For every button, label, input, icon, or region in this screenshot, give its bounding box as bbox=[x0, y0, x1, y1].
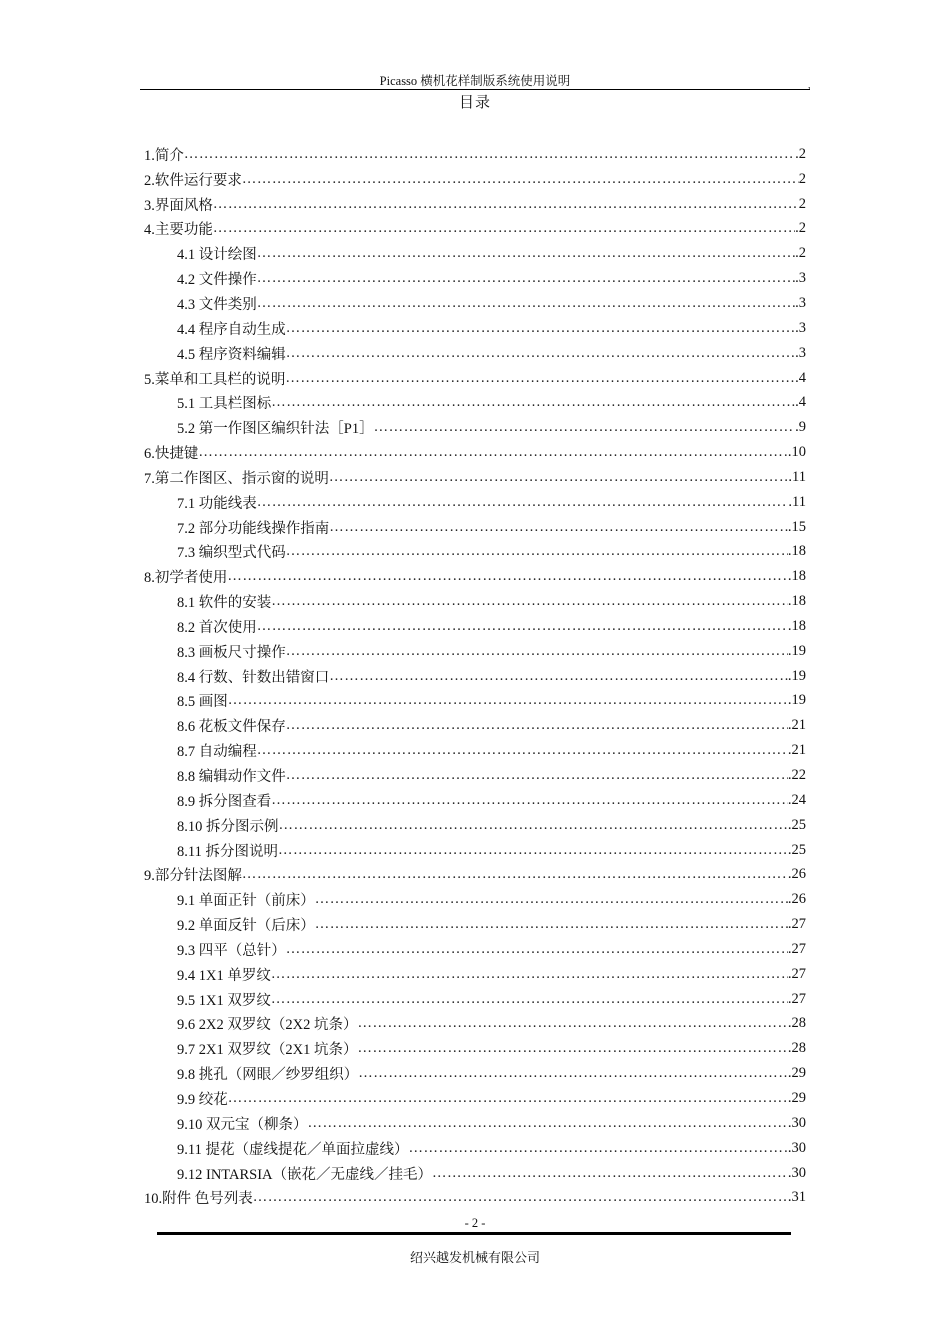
toc-entry-title: 1.简介 bbox=[144, 147, 184, 164]
toc-entry[interactable] bbox=[144, 887, 806, 912]
toc-entry[interactable] bbox=[144, 217, 806, 242]
toc-entry-title: 8.2 首次使用 bbox=[177, 619, 257, 636]
toc-entry-title: 9.3 四平（总针） bbox=[177, 942, 286, 959]
toc-entry-page: .28 bbox=[787, 1015, 806, 1032]
toc-dot-leader bbox=[271, 593, 788, 610]
page-header-title: Picasso 横机花样制版系统使用说明 bbox=[379, 74, 571, 88]
toc-entry-title: 8.7 自动编程 bbox=[177, 744, 257, 761]
toc-entry-title: 8.3 画板尺寸操作 bbox=[177, 644, 286, 661]
toc-dot-leader bbox=[374, 419, 796, 436]
toc-entry[interactable] bbox=[144, 564, 806, 589]
toc-dot-leader bbox=[279, 817, 788, 834]
toc-entry-page: .11 bbox=[788, 493, 806, 510]
toc-dot-leader bbox=[271, 792, 788, 809]
toc-dot-leader bbox=[308, 1115, 788, 1132]
toc-entry-page: .10 bbox=[787, 444, 806, 461]
toc-dot-leader bbox=[213, 220, 795, 237]
toc-entry[interactable] bbox=[144, 1185, 806, 1210]
toc-entry-title: 9.12 INTARSIA（嵌花／无虚线／挂毛） bbox=[177, 1166, 433, 1183]
toc-entry[interactable] bbox=[144, 1161, 806, 1186]
toc-entry-page: .19 bbox=[787, 667, 806, 684]
toc-entry[interactable] bbox=[144, 937, 806, 962]
toc-entry[interactable] bbox=[144, 366, 806, 391]
toc-entry-page: .18 bbox=[787, 568, 806, 585]
toc-entry-title: 9.7 2X1 双罗纹（2X1 坑条） bbox=[177, 1042, 358, 1059]
toc-entry[interactable] bbox=[144, 614, 806, 639]
toc-entry[interactable] bbox=[144, 1136, 806, 1161]
toc-entry-page: .29 bbox=[787, 1089, 806, 1106]
toc-entry[interactable] bbox=[144, 167, 806, 192]
toc-entry-title: 5.2 第一作图区编织针法［P1］ bbox=[177, 421, 374, 438]
toc-entry-page: .27 bbox=[787, 916, 806, 933]
toc-dot-leader bbox=[286, 345, 795, 362]
toc-entry-title: 9.2 单面反针（后床） bbox=[177, 918, 315, 935]
toc-entry-page: .2 bbox=[795, 245, 806, 262]
toc-dot-leader bbox=[228, 1090, 788, 1107]
toc-dot-leader bbox=[257, 742, 788, 759]
toc-entry-page: .26 bbox=[787, 891, 806, 908]
toc-entry-page: .19 bbox=[787, 642, 806, 659]
toc-entry-page: 2 bbox=[798, 195, 806, 212]
toc-dot-leader bbox=[271, 394, 795, 411]
toc-dot-leader bbox=[242, 866, 788, 883]
toc-entry-page: .11 bbox=[788, 468, 806, 485]
toc-entry-page: .3 bbox=[795, 270, 806, 287]
toc-dot-leader bbox=[286, 717, 788, 734]
toc-dot-leader bbox=[286, 767, 788, 784]
toc-entry-page: .4 bbox=[795, 369, 806, 386]
toc-entry-page: .21 bbox=[787, 742, 806, 759]
toc-entry-title: 8.1 软件的安装 bbox=[177, 595, 272, 612]
toc-entry[interactable] bbox=[144, 440, 806, 465]
toc-dot-leader bbox=[286, 643, 788, 660]
toc-entry-title: 8.5 画图 bbox=[177, 694, 228, 711]
toc-dot-leader bbox=[257, 295, 795, 312]
toc-entry[interactable] bbox=[144, 862, 806, 887]
toc-entry-title: 5.菜单和工具栏的说明 bbox=[144, 371, 286, 388]
toc-entry-title: 4.1 设计绘图 bbox=[177, 247, 257, 264]
toc-entry-page: .18 bbox=[787, 617, 806, 634]
toc-dot-leader bbox=[286, 320, 795, 337]
toc-dot-leader bbox=[257, 618, 788, 635]
toc-dot-leader bbox=[329, 668, 788, 685]
toc-entry[interactable] bbox=[144, 1061, 806, 1086]
toc-entry-page: .29 bbox=[787, 1065, 806, 1082]
toc-entry-title: 3.界面风格 bbox=[144, 197, 213, 214]
toc-entry-page: .2 bbox=[795, 145, 806, 162]
toc-entry[interactable] bbox=[144, 316, 806, 341]
toc-entry-page: .19 bbox=[787, 692, 806, 709]
toc-entry[interactable] bbox=[144, 142, 806, 167]
toc-entry-title: 4.5 程序资料编辑 bbox=[177, 346, 286, 363]
toc-entry-page: .9 bbox=[795, 419, 806, 436]
toc-entry[interactable] bbox=[144, 490, 806, 515]
toc-entry[interactable] bbox=[144, 639, 806, 664]
toc-entry[interactable] bbox=[144, 241, 806, 266]
toc-dot-leader bbox=[253, 1189, 788, 1206]
toc-entry-title: 4.2 文件操作 bbox=[177, 272, 257, 289]
toc-entry-title: 6.快捷键 bbox=[144, 446, 199, 463]
toc-entry-page: .3 bbox=[795, 319, 806, 336]
toc-entry[interactable] bbox=[144, 192, 806, 217]
toc-entry-page: .28 bbox=[787, 1040, 806, 1057]
toc-entry[interactable] bbox=[144, 838, 806, 863]
toc-entry-title: 7.1 功能线表 bbox=[177, 495, 257, 512]
toc-entry[interactable] bbox=[144, 515, 806, 540]
toc-entry[interactable] bbox=[144, 813, 806, 838]
toc-entry-page: .3 bbox=[795, 344, 806, 361]
toc-dot-leader bbox=[286, 543, 788, 560]
toc-dot-leader bbox=[315, 916, 788, 933]
toc-dot-leader bbox=[198, 444, 788, 461]
toc-entry-page: .22 bbox=[787, 767, 806, 784]
toc-entry[interactable] bbox=[144, 962, 806, 987]
toc-entry[interactable] bbox=[144, 1111, 806, 1136]
toc-entry-title: 9.5 1X1 双罗纹 bbox=[177, 992, 271, 1009]
toc-entry-title: 7.2 部分功能线操作指南 bbox=[177, 520, 330, 537]
toc-dot-leader bbox=[357, 1015, 787, 1032]
toc-dot-leader bbox=[285, 370, 795, 387]
toc-entry-title: 9.6 2X2 双罗纹（2X2 坑条） bbox=[177, 1017, 358, 1034]
toc-entry-page: .4 bbox=[795, 394, 806, 411]
toc-entry-title: 4.4 程序自动生成 bbox=[177, 321, 286, 338]
header-rule bbox=[140, 89, 810, 90]
toc-entry-page: .3 bbox=[795, 294, 806, 311]
toc-title: 目录 bbox=[458, 95, 491, 111]
toc-entry-page: .30 bbox=[787, 1114, 806, 1131]
toc-entry-page: .24 bbox=[787, 791, 806, 808]
toc-entry[interactable] bbox=[144, 1036, 806, 1061]
toc-entry-title: 8.8 编辑动作文件 bbox=[177, 769, 286, 786]
toc-entry-title: 7.第二作图区、指示窗的说明 bbox=[144, 470, 329, 487]
footer-rule bbox=[157, 1232, 791, 1235]
toc-entry[interactable] bbox=[144, 465, 806, 490]
toc-entry-page: 2 bbox=[798, 170, 806, 187]
toc-entry-page: .27 bbox=[787, 940, 806, 957]
toc-dot-leader bbox=[358, 1065, 788, 1082]
toc-entry-page: .18 bbox=[787, 593, 806, 610]
toc-dot-leader bbox=[257, 245, 795, 262]
toc-dot-leader bbox=[432, 1165, 788, 1182]
toc-entry-title: 9.4 1X1 单罗纹 bbox=[177, 967, 271, 984]
toc-entry-page: .27 bbox=[787, 990, 806, 1007]
footer-company-name: 绍兴越发机械有限公司 bbox=[409, 1250, 540, 1265]
page-header-mark: , bbox=[808, 80, 811, 91]
toc-entry[interactable] bbox=[144, 589, 806, 614]
toc-dot-leader bbox=[315, 891, 788, 908]
toc-entry-title: 4.3 文件类别 bbox=[177, 296, 257, 313]
toc-entry[interactable] bbox=[144, 689, 806, 714]
toc-entry-page: .2 bbox=[795, 220, 806, 237]
toc-entry-title: 8.4 行数、针数出错窗口 bbox=[177, 669, 330, 686]
toc-entry[interactable] bbox=[144, 738, 806, 763]
toc-dot-leader bbox=[357, 1040, 787, 1057]
toc-dot-leader bbox=[227, 568, 788, 585]
toc-dot-leader bbox=[257, 494, 789, 511]
toc-entry-page: .30 bbox=[787, 1139, 806, 1156]
toc-entry-title: 8.6 花板文件保存 bbox=[177, 719, 286, 736]
toc-entry[interactable] bbox=[144, 912, 806, 937]
toc-entry-title: 9.9 绞花 bbox=[177, 1091, 228, 1108]
toc-entry[interactable] bbox=[144, 341, 806, 366]
toc-entry-title: 4.主要功能 bbox=[144, 222, 213, 239]
toc-entry-page: .25 bbox=[787, 816, 806, 833]
toc-dot-leader bbox=[257, 270, 795, 287]
toc-entry[interactable] bbox=[144, 788, 806, 813]
toc-entry-page: .21 bbox=[787, 717, 806, 734]
toc-entry-title: 9.部分针法图解 bbox=[144, 868, 242, 885]
toc-dot-leader bbox=[213, 196, 799, 213]
toc-entry-title: 5.1 工具栏图标 bbox=[177, 396, 272, 413]
toc-dot-leader bbox=[329, 519, 788, 536]
toc-entry-page: .27 bbox=[787, 965, 806, 982]
toc-dot-leader bbox=[228, 692, 788, 709]
toc-entry[interactable] bbox=[144, 1086, 806, 1111]
toc-dot-leader bbox=[271, 991, 788, 1008]
toc-entry-title: 9.8 挑孔（网眼／纱罗组织） bbox=[177, 1067, 359, 1084]
toc-entry-page: .31 bbox=[787, 1189, 806, 1206]
toc-entry[interactable] bbox=[144, 415, 806, 440]
toc-entry-title: 8.9 拆分图查看 bbox=[177, 793, 272, 810]
toc-entry-title: 7.3 编织型式代码 bbox=[177, 545, 286, 562]
toc-entry[interactable] bbox=[144, 390, 806, 415]
toc-dot-leader bbox=[271, 966, 788, 983]
toc-entry[interactable] bbox=[144, 664, 806, 689]
toc-dot-leader bbox=[184, 146, 795, 163]
page-number: - 2 - bbox=[464, 1216, 486, 1230]
toc-entry[interactable] bbox=[144, 291, 806, 316]
toc-dot-leader bbox=[278, 842, 788, 859]
toc-dot-leader bbox=[286, 941, 788, 958]
table-of-contents bbox=[144, 142, 806, 1210]
toc-entry-page: .15 bbox=[787, 518, 806, 535]
toc-entry-title: 8.10 拆分图示例 bbox=[177, 818, 279, 835]
toc-entry-title: 8.初学者使用 bbox=[144, 570, 228, 587]
toc-entry[interactable] bbox=[144, 713, 806, 738]
toc-dot-leader bbox=[242, 171, 799, 188]
toc-entry-page: .18 bbox=[787, 543, 806, 560]
toc-entry[interactable] bbox=[144, 763, 806, 788]
toc-entry[interactable] bbox=[144, 987, 806, 1012]
toc-entry-page: .30 bbox=[787, 1164, 806, 1181]
toc-entry[interactable] bbox=[144, 1012, 806, 1037]
toc-entry-title: 9.10 双元宝（柳条） bbox=[177, 1116, 308, 1133]
toc-entry-title: 10.附件 色号列表 bbox=[144, 1191, 253, 1208]
toc-dot-leader bbox=[329, 469, 789, 486]
toc-entry[interactable] bbox=[144, 266, 806, 291]
toc-entry-title: 9.1 单面正针（前床） bbox=[177, 893, 315, 910]
toc-entry-title: 8.11 拆分图说明 bbox=[177, 843, 278, 860]
toc-entry-title: 2.软件运行要求 bbox=[144, 172, 242, 189]
toc-dot-leader bbox=[408, 1140, 787, 1157]
toc-entry[interactable] bbox=[144, 540, 806, 565]
toc-entry-title: 9.11 提花（虚线提花／单面拉虚线） bbox=[177, 1141, 409, 1158]
toc-entry-page: .26 bbox=[787, 866, 806, 883]
toc-entry-page: .25 bbox=[787, 841, 806, 858]
